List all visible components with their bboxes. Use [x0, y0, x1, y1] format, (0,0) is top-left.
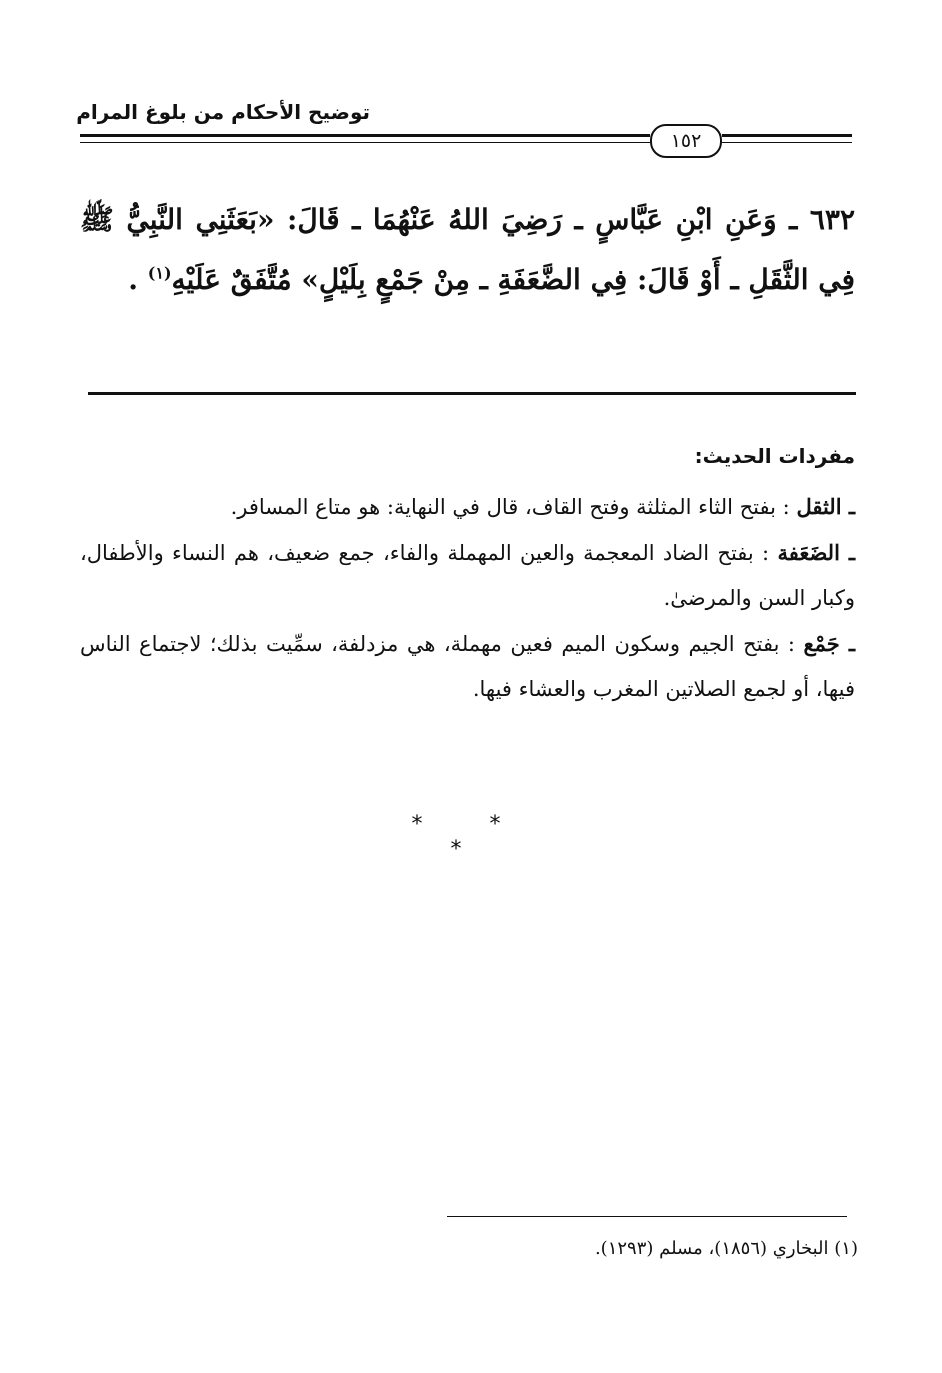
section-separator-stars: * * * — [411, 812, 531, 862]
footnote-marker: (١) — [834, 1238, 858, 1259]
hadith-end-mark: . — [128, 263, 139, 296]
header-rule-thin-right — [722, 142, 852, 143]
vocabulary-definition: : بفتح الضاد المعجمة والعين المهملة والفاء، جمع ضعيف، هم النساء والأطفال، وكبار السن والمرضىٰ. — [80, 541, 855, 610]
footnote-reference: (١) — [147, 263, 172, 283]
vocabulary-term: ـ الضَعَفة — [777, 540, 855, 565]
vocabulary-section — [80, 436, 855, 712]
vocabulary-definition: : بفتح الجيم وسكون الميم فعين مهملة، هي مزدلفة، سمِّيت بذلك؛ لاجتماع الناس فيها، أو لجمع الصلاتين المغرب والعشاء فيها. — [80, 632, 855, 701]
footnote-text: البخاري (١٨٥٦)، مسلم (١٢٩٣). — [594, 1238, 829, 1259]
vocabulary-entry — [80, 530, 855, 621]
running-title: توضيح الأحكام من بلوغ المرام — [76, 100, 370, 124]
footnote-rule — [447, 1216, 847, 1217]
hadith-body: وَعَنِ ابْنِ عَبَّاسٍ ـ رَضِيَ اللهُ عَنْهُمَا ـ قَالَ: «بَعَثَنِي النَّبِيُّ ﷺ فِي الثَّقَلِ ـ أَوْ قَالَ: فِي الضَّعَفَةِ ـ مِنْ جَمْعٍ بِلَيْلٍ» مُتَّفَقٌ عَلَيْهِ — [80, 203, 855, 296]
vocabulary-term: ـ الثقل — [796, 494, 855, 519]
hadith-number-dash: ـ — [776, 203, 798, 236]
page-number: ١٥٢ — [650, 124, 722, 158]
vocabulary-entry — [80, 484, 855, 530]
vocabulary-term: ـ جَمْع — [803, 631, 855, 656]
vocabulary-definition: : بفتح الثاء المثلثة وفتح القاف، قال في النهاية: هو متاع المسافر. — [230, 495, 790, 519]
footnote — [380, 1232, 858, 1266]
header-rule-thick-left — [80, 134, 650, 137]
section-divider — [88, 392, 856, 395]
header-rule-thin-left — [80, 142, 650, 143]
header-rule-thick-right — [722, 134, 852, 137]
hadith-number: ٦٣٢ — [809, 203, 856, 236]
vocabulary-title: مفردات الحديث: — [694, 444, 855, 468]
hadith-text-block — [80, 190, 855, 310]
vocabulary-entry — [80, 621, 855, 712]
